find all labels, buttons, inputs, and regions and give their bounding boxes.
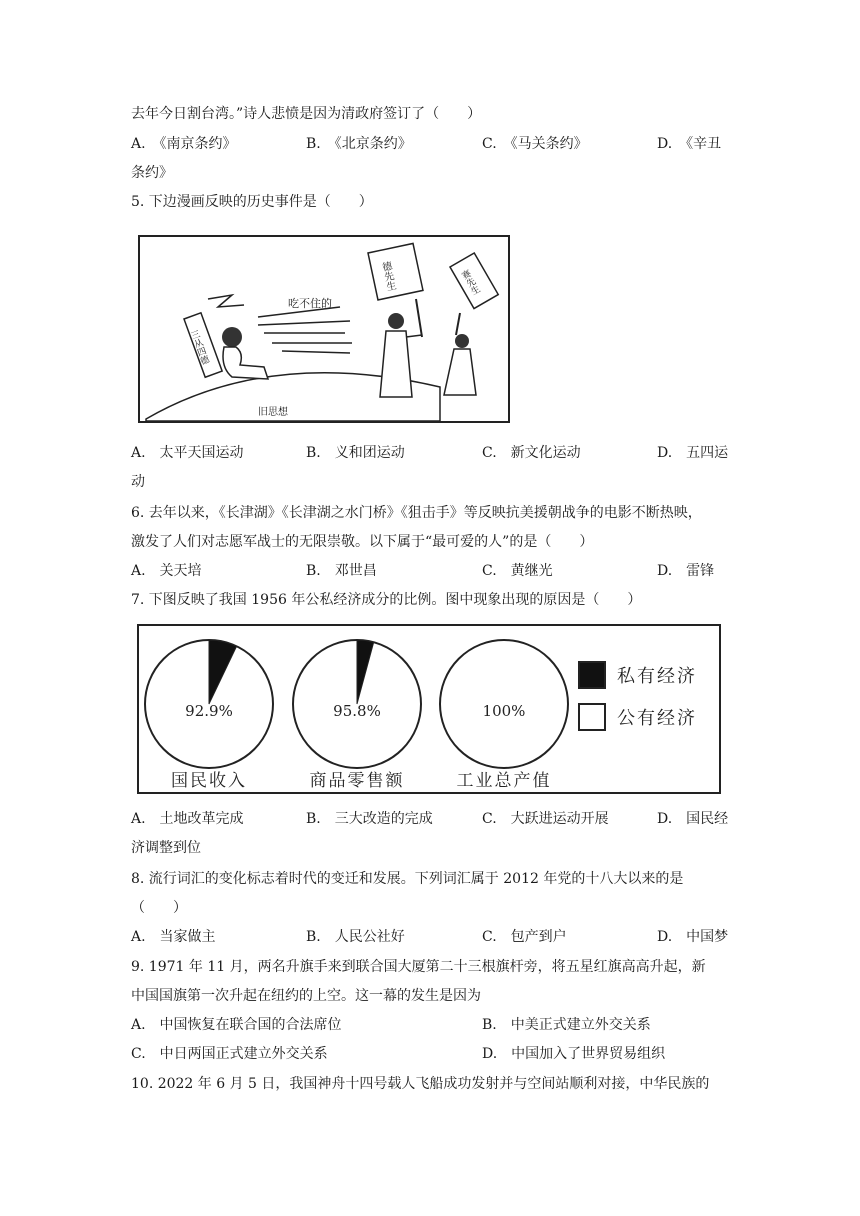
q9-stem-line2: 中国国旗第一次升起在纽约的上空。这一幕的发生是因为 bbox=[131, 988, 481, 1004]
q9-option-c[interactable]: C. 中日两国正式建立外交关系 bbox=[131, 1046, 328, 1062]
legend-label-1: 私有经济 bbox=[617, 666, 697, 687]
q4-option-c[interactable]: C. 《马关条约》 bbox=[482, 136, 588, 152]
q7-option-d[interactable]: D. 国民经 bbox=[657, 811, 729, 827]
q5-stem: 5. 下边漫画反映的历史事件是（ ） bbox=[131, 194, 373, 210]
q6-option-b[interactable]: B. 邓世昌 bbox=[306, 563, 377, 579]
pie-2-category-label: 商品零售额 bbox=[309, 771, 405, 791]
q7-option-b[interactable]: B. 三大改造的完成 bbox=[306, 811, 433, 827]
sign-left-text: 三从四德 bbox=[187, 329, 210, 367]
ground-label: 旧思想 bbox=[258, 407, 288, 418]
legend-swatch-2 bbox=[579, 704, 605, 730]
standing-figure-mid bbox=[368, 243, 423, 397]
q8-paren: （ ） bbox=[131, 900, 187, 916]
q8-option-a[interactable]: A. 当家做主 bbox=[131, 929, 216, 945]
q7-stem: 7. 下图反映了我国 1956 年公私经济成分的比例。图中现象出现的原因是（ ） bbox=[131, 592, 642, 608]
q8-stem: 8. 流行词汇的变化标志着时代的变迁和发展。下列词汇属于 2012 年党的十八大以来的是 bbox=[131, 871, 684, 887]
q4-option-b[interactable]: B. 《北京条约》 bbox=[306, 136, 412, 152]
speech-text: 吃不住的 bbox=[288, 297, 332, 310]
q9-stem-line1: 9. 1971 年 11 月，两名升旗手来到联合国大厦第二十三根旗杆旁，将五星红旗高高升起，新 bbox=[131, 959, 706, 975]
pie-1-category-label: 国民收入 bbox=[171, 771, 247, 791]
q5-option-a[interactable]: A. 太平天国运动 bbox=[131, 445, 244, 461]
pie-1-value-label: 92.9% bbox=[185, 702, 233, 720]
q9-option-a[interactable]: A. 中国恢复在联合国的合法席位 bbox=[131, 1017, 342, 1033]
pie-3-category-label: 工业总产值 bbox=[456, 771, 552, 791]
standing-figure-right bbox=[444, 253, 498, 395]
q6-option-d[interactable]: D. 雷锋 bbox=[657, 563, 715, 579]
q6-option-a[interactable]: A. 关天培 bbox=[131, 563, 202, 579]
q5-cartoon bbox=[138, 235, 510, 423]
q10-stem: 10. 2022 年 6 月 5 日，我国神舟十四号载人飞船成功发射并与空间站顺利对接，中华民族的 bbox=[131, 1076, 710, 1092]
q5-option-d[interactable]: D. 五四运 bbox=[657, 445, 729, 461]
q7-option-c[interactable]: C. 大跃进运动开展 bbox=[482, 811, 609, 827]
q6-option-c[interactable]: C. 黄继光 bbox=[482, 563, 553, 579]
q8-option-d[interactable]: D. 中国梦 bbox=[657, 929, 729, 945]
q7-option-a[interactable]: A. 土地改革完成 bbox=[131, 811, 244, 827]
q7-pie-chart-figure bbox=[137, 624, 721, 794]
q4-option-d[interactable]: D. 《辛丑 bbox=[657, 136, 722, 152]
q8-option-b[interactable]: B. 人民公社好 bbox=[306, 929, 405, 945]
sign-mid-text: 德先生 bbox=[378, 260, 396, 293]
pie-2-value-label: 95.8% bbox=[333, 702, 381, 720]
legend-label-2: 公有经济 bbox=[617, 708, 697, 729]
q4-stem-tail: 去年今日割台湾。”诗人悲愤是因为清政府签订了（ ） bbox=[131, 106, 482, 122]
sign-left bbox=[183, 313, 222, 378]
pie-3-value-label: 100% bbox=[482, 702, 526, 720]
pie-chart-svg bbox=[139, 626, 719, 792]
q6-stem-line1: 6. 去年以来，《长津湖》《长津湖之水门桥》《狙击手》等反映抗美援朝战争的电影不断热映， bbox=[131, 505, 702, 521]
cartoon-drawing bbox=[140, 237, 508, 421]
seated-figure bbox=[222, 327, 268, 379]
sign-right-text: 赛先生 bbox=[458, 268, 481, 298]
q9-option-d[interactable]: D. 中国加入了世界贸易组织 bbox=[482, 1046, 666, 1062]
q5-option-c[interactable]: C. 新文化运动 bbox=[482, 445, 581, 461]
q6-stem-line2: 激发了人们对志愿军战士的无限崇敬。以下属于“最可爱的人”的是（ ） bbox=[131, 534, 594, 550]
q9-option-b[interactable]: B. 中美正式建立外交关系 bbox=[482, 1017, 651, 1033]
q5-option-b[interactable]: B. 义和团运动 bbox=[306, 445, 405, 461]
q5-option-wrap: 动 bbox=[131, 474, 145, 490]
q4-option-a[interactable]: A. 《南京条约》 bbox=[131, 136, 237, 152]
q7-option-wrap: 济调整到位 bbox=[131, 840, 201, 856]
q8-option-c[interactable]: C. 包产到户 bbox=[482, 929, 567, 945]
q4-option-wrap: 条约》 bbox=[131, 165, 173, 181]
legend-swatch-1 bbox=[579, 662, 605, 688]
